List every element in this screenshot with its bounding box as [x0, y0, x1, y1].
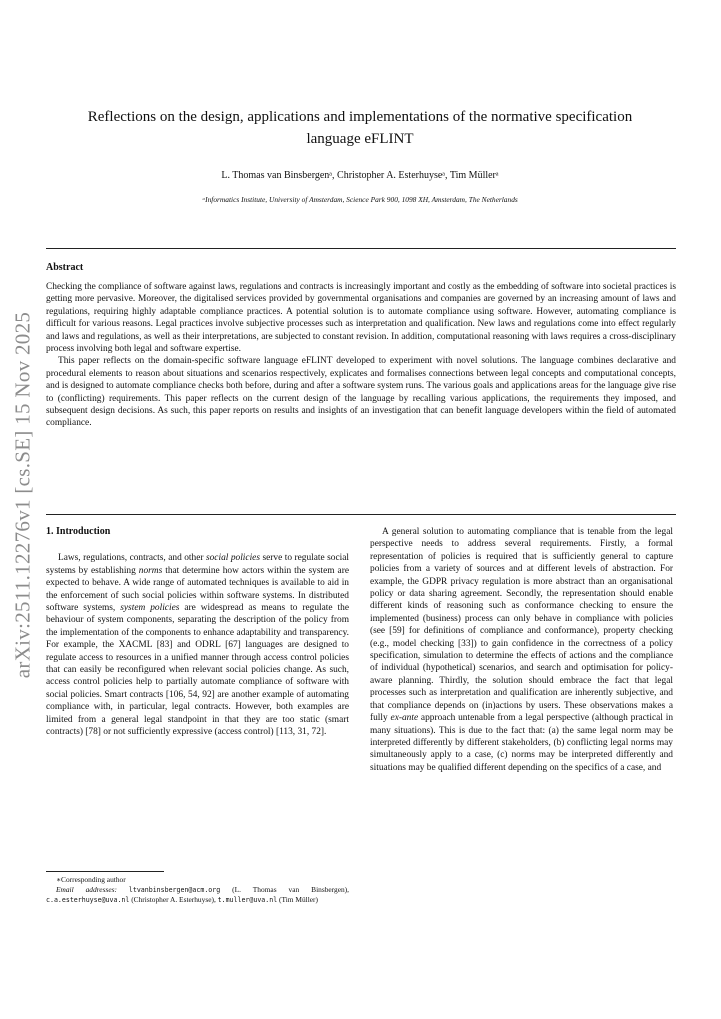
email-link-2[interactable]: c.a.esterhuyse@uva.nl [46, 896, 130, 904]
arxiv-sidebar [8, 295, 38, 695]
intro-paragraph-2: A general solution to automating compliance that is tenable from the legal perspective needs to address several requirements. Firstly, a formal representation of policies is required that is sufficiently general to capture policies from a variety of sources and at different levels of abstraction. For example, the GDPR privacy regulation is more abstract than an organisational policy or data sharing agreement. Secondly, the representation should enable different kinds of reasoning such as conformance checking to ensure the implemented (business) process can only behave in compliance with policies (see [59] for definitions of compliance and conformance), property checking (e.g., model checking [33]) to gain confidence in the correctness of a policy specification, simulation to determine the effects of actions and the compliance of individual (hypothetical) scenarios, and search and optimisation for policy-aware planning. Thirdly, the solution should embrace the fact that legal processes such as interpretation and qualification are inherently subjective, and that compliance depends on (in)actions by users. These observations makes a fully ex-ante approach untenable from a legal perspective (although practical in many situations). This is due to the fact that: (a) the same legal norm may be interpreted differently by different stakeholders, (b) conflicting legal norms may simultaneously apply to a case, (c) norms may be interpreted differently and situations may be qualified different depending on the specifics of a case, and [370, 527, 674, 773]
paper-title: Reflections on the design, applications and implementations of the normative specification language eFLINT [87, 109, 633, 147]
footnotes [46, 875, 349, 905]
abstract-paragraph-2: This paper reflects on the domain-specific software language eFLINT developed to experiment with novel solutions. The language combines declarative and procedural elements to reason about situations and scenarios respectively, explicates and formalises connections between legal concepts and computational concepts, and is designed to automate compliance checks both before, during and after a software system runs. The various goals and applications areas for the language give rise to (conflicting) requirements. This paper reflects on the current design of the language by recalling various applications, the requirements they imposed, and subsequent design decisions. As such, this paper reports on results and insights of an investigation that can benefit language developers within the field of automated compliance. [46, 356, 676, 429]
section-heading-introduction: 1. Introduction [46, 526, 111, 537]
arxiv-identifier[interactable]: arXiv:2511.12276v1 [cs.SE] 15 Nov 2025 [10, 311, 35, 679]
abstract-body [46, 281, 676, 430]
footnote-emails: Email addresses: ltvanbinsbergen@acm.org (L. Thomas van Binsbergen), c.a.esterhuyse@uva.nl (Christopher A. Esterhuyse), t.muller@uva.nl (Tim Müller) [46, 885, 349, 904]
left-column [46, 526, 349, 739]
abstract-bottom-rule [46, 514, 676, 515]
footnote-rule [46, 871, 164, 872]
abstract-paragraph-1: Checking the compliance of software against laws, regulations and contracts is increasingly important and costly as the embedding of software into societal practices is getting more pervasive. Moreover, the digitalised services provided by governmental organisations and companies are governed by an increasing amount of laws and regulations, requiring highly adaptable compliance practices. A potential solution is to automate compliance using software. However, automating compliance is difficult for various reasons. Legal practices involve subjective processes such as interpretation and qualification. New laws and regulations come into effect regularly and laws and regulations, as well as their interpretations, are subjected to constant revision. In addition, computational reasoning with laws requires a cross-disciplinary process involving both legal and software expertise. [46, 282, 676, 355]
email-link-3[interactable]: t.muller@uva.nl [217, 896, 278, 904]
email-link-1[interactable]: ltvanbinsbergen@acm.org [128, 886, 221, 894]
footnote-corresponding: ∗Corresponding author [56, 875, 126, 884]
abstract-heading: Abstract [46, 262, 84, 273]
right-column [370, 526, 673, 774]
affiliation: ᵃInformatics Institute, University of Amsterdam, Science Park 900, 1098 XH, Amsterdam, The Netherlands [202, 195, 518, 204]
abstract-top-rule [46, 248, 676, 249]
intro-paragraph-1: Laws, regulations, contracts, and other social policies serve to regulate social systems by establishing norms that determine how actors within the system are expected to behave. A wide range of automated techniques is available to aid in the enforcement of such social policies within software systems. In distributed software systems, system policies are widespread as means to regulate the behaviour of system components, separating the description of the policy from the implementation of the components to enhance adaptability and transparency. For example, the XACML [83] and ODRL [67] languages are designed to regulate access to resources in a unified manner through access control policies that can easily be reconfigured when relevant social policies change. As such, access control policies help to partially automate compliance of software with social policies. Smart contracts [106, 54, 92] are another example of automating compliance with, in particular, legal contracts. However, both examples are limited from a general legal standpoint in that they are too static (smart contracts) [78] or not sufficiently expressive (access control) [113, 31, 72]. [46, 553, 349, 738]
author-list: L. Thomas van Binsbergenᵃ, Christopher A. Esterhuyseᵃ, Tim Müllerᵃ [221, 170, 499, 181]
